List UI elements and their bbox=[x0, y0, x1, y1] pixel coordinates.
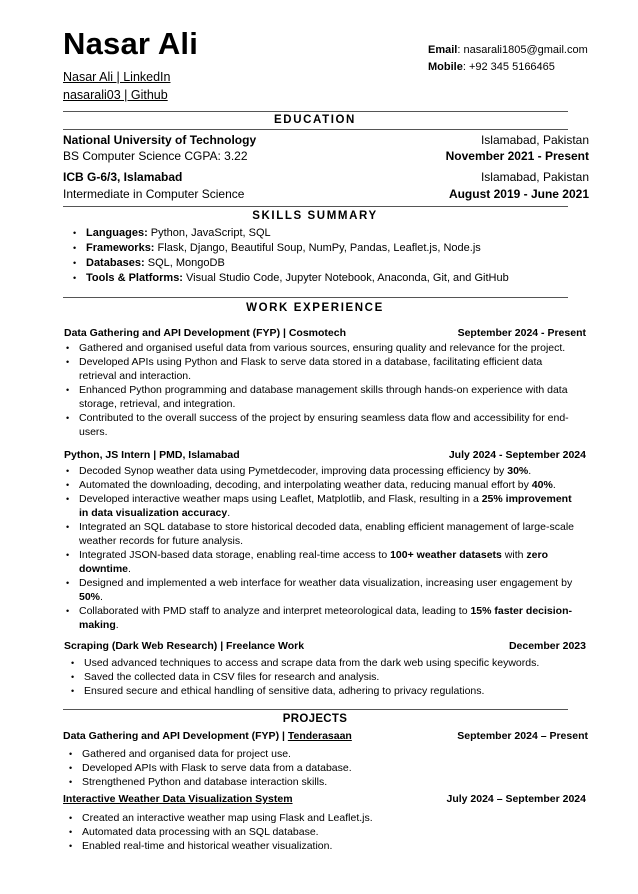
project-bullets bbox=[64, 747, 584, 789]
job-bullets bbox=[66, 656, 586, 698]
bullet: • Contributed to the overall success of the project by ensuring seamless data flow and accessibility for end- bbox=[61, 411, 586, 425]
divider bbox=[63, 129, 568, 130]
school-location: Islamabad, Pakistan bbox=[480, 133, 589, 147]
education-dates: November 2021 - Present bbox=[445, 149, 589, 163]
project-dates: September 2024 – Present bbox=[457, 730, 588, 742]
bullet-continuation: users. bbox=[79, 426, 108, 438]
bullet: • Developed interactive weather maps using Leaflet, Matplotlib, and Flask, resulting in a 25% improvement in data visualization accuracy. bbox=[61, 492, 586, 520]
bullet: • Collaborated with PMD staff to analyze and interpret meteorological data, leading to 15% faster decision- making. bbox=[61, 604, 586, 632]
bullet: • Created an interactive weather map using Flask and Leaflet.js. bbox=[64, 811, 584, 825]
degree: Intermediate in Computer Science bbox=[63, 187, 245, 201]
education-detail bbox=[63, 149, 589, 163]
project-header bbox=[63, 730, 588, 742]
email-value[interactable]: : nasarali1805@gmail.com bbox=[457, 44, 588, 56]
bullet: • Enhanced Python programming and database management skills through hands-on experience with data bbox=[61, 383, 586, 397]
job-dates: July 2024 - September 2024 bbox=[448, 449, 586, 461]
job-title: Python, JS Intern | PMD, Islamabad bbox=[64, 449, 240, 461]
skill-item: • Tools & Platforms: Visual Studio Code, Jupyter Notebook, Anaconda, Git, and GitHub bbox=[68, 271, 588, 286]
job-header bbox=[64, 327, 586, 339]
job-title: Scraping (Dark Web Research) | Freelance Work bbox=[64, 640, 305, 652]
bullet-continuation: storage, retrieval, and integration. bbox=[79, 398, 236, 410]
school-location: Islamabad, Pakistan bbox=[480, 170, 589, 184]
bullet: • Used advanced techniques to access and scrape data from the dark web using specific keywords. bbox=[66, 656, 586, 670]
education-dates: August 2019 - June 2021 bbox=[448, 187, 589, 201]
project-link[interactable]: Interactive Weather Data Visualization System bbox=[63, 793, 293, 805]
divider bbox=[63, 111, 568, 112]
job-title: Data Gathering and API Development (FYP) | Cosmotech bbox=[64, 327, 347, 339]
bullet: • Gathered and organised useful data from various sources, ensuring quality and relevance for the project. bbox=[61, 341, 586, 355]
project-header bbox=[63, 793, 586, 805]
bullet: • Automated data processing with an SQL database. bbox=[64, 825, 584, 839]
project-title: Data Gathering and API Development (FYP) | bbox=[63, 730, 288, 742]
skills-list bbox=[68, 226, 588, 286]
job-bullets bbox=[61, 464, 586, 632]
education-detail bbox=[63, 187, 589, 201]
school-name: National University of Technology bbox=[63, 133, 257, 147]
bullet: • Developed APIs with Flask to serve data from a database. bbox=[64, 761, 584, 775]
linkedin-link[interactable]: Nasar Ali | LinkedIn bbox=[63, 70, 171, 84]
job-dates: December 2023 bbox=[508, 640, 586, 652]
bullet-continuation: retrieval and interaction. bbox=[79, 370, 192, 382]
mobile-value: : +92 345 5166465 bbox=[462, 61, 555, 73]
skill-item: • Frameworks: Flask, Django, Beautiful Soup, NumPy, Pandas, Leaflet.js, Node.js bbox=[68, 241, 588, 256]
education-item bbox=[63, 133, 589, 147]
degree: BS Computer Science CGPA: 3.22 bbox=[63, 149, 248, 163]
divider bbox=[63, 206, 568, 207]
bullet: • Integrated an SQL database to store historical decoded data, enabling efficient management of large-scale weather records for future analysis. bbox=[61, 520, 586, 548]
bullet: • Decoded Synop weather data using Pymetdecoder, improving data processing efficiency by 30%. bbox=[61, 464, 586, 478]
bullet: • Designed and implemented a web interface for weather data visualization, increasing user engagement by 50%. bbox=[61, 576, 586, 604]
bullet: • Saved the collected data in CSV files for research and analysis. bbox=[66, 670, 586, 684]
bullet: • Integrated JSON-based data storage, enabling real-time access to 100+ weather datasets with zero downtime. bbox=[61, 548, 586, 576]
email-line bbox=[428, 44, 588, 56]
education-title: EDUCATION bbox=[274, 114, 356, 126]
experience-title: WORK EXPERIENCE bbox=[246, 302, 384, 314]
job-header bbox=[64, 640, 586, 652]
school-name: ICB G-6/3, Islamabad bbox=[63, 170, 183, 184]
email-label: Email bbox=[428, 44, 458, 56]
candidate-name: Nasar Ali bbox=[63, 26, 199, 61]
mobile-line bbox=[428, 61, 555, 73]
bullet: • Automated the downloading, decoding, and interpolating weather data, reducing manual effort by 40%. bbox=[61, 478, 586, 492]
skill-item: • Languages: Python, JavaScript, SQL bbox=[68, 226, 588, 241]
projects-title: PROJECTS bbox=[282, 713, 348, 725]
bullet: • Gathered and organised data for project use. bbox=[64, 747, 584, 761]
skill-item: • Databases: SQL, MongoDB bbox=[68, 256, 588, 271]
github-link[interactable]: nasarali03 | Github bbox=[63, 88, 168, 102]
skills-title: SKILLS SUMMARY bbox=[252, 210, 378, 222]
bullet: • Enabled real-time and historical weather visualization. bbox=[64, 839, 584, 853]
job-header bbox=[64, 449, 586, 461]
bullet: • Developed APIs using Python and Flask to serve data stored in a database, facilitating efficient data bbox=[61, 355, 586, 369]
bullet: • Ensured secure and ethical handling of sensitive data, adhering to privacy regulations. bbox=[66, 684, 586, 698]
project-link[interactable]: Tenderasaan bbox=[287, 730, 352, 742]
mobile-label: Mobile bbox=[428, 61, 463, 73]
project-dates: July 2024 – September 2024 bbox=[446, 793, 586, 805]
education-item bbox=[63, 170, 589, 184]
divider bbox=[63, 297, 568, 298]
bullet: • Strengthened Python and database interaction skills. bbox=[64, 775, 584, 789]
divider bbox=[63, 709, 568, 710]
job-dates: September 2024 - Present bbox=[457, 327, 586, 339]
job-bullets bbox=[61, 341, 586, 439]
project-bullets bbox=[64, 811, 584, 853]
